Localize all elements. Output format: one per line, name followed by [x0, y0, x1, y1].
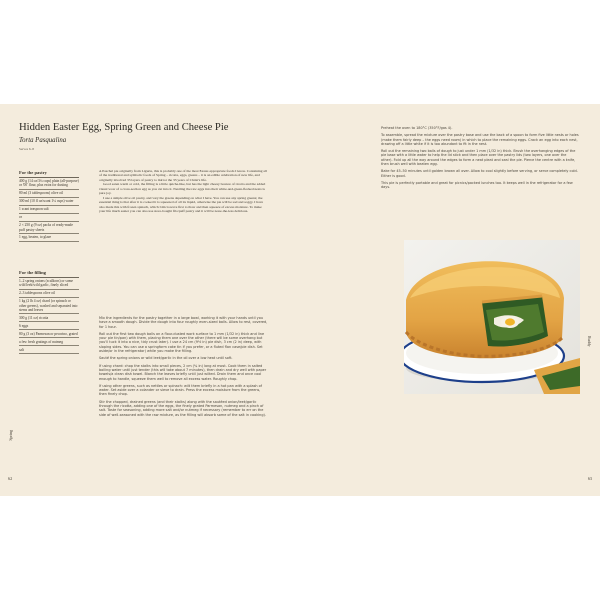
right-page	[300, 104, 600, 496]
ingredient-row: 6 eggs	[19, 322, 79, 330]
left-page	[0, 104, 300, 496]
serves-label: Serves 6–8	[19, 147, 34, 151]
method-step: Roll out the remaining two balls of dough to just under 1 mm (1/32 in) thick. Brush the overhanging edges of the pie base with a little water to help the lid stick and then place over the pastry lids (two layers, one over the other). Fold up all the way around the edges to form a neat pleat and seal the pie. Pierce the centre with a knife, then brush well with beaten egg.	[381, 149, 576, 167]
ingredient-row: a few fresh gratings of nutmeg	[19, 338, 79, 346]
method-step: Bake for 45–50 minutes until golden brown all over. Allow to cool slightly before serving, or serve completely cold. Either is good.	[381, 169, 578, 178]
method-right	[381, 126, 579, 193]
ingredient-row: 300 g (11 oz) ricotta	[19, 314, 79, 322]
pastry-heading: For the pastry	[19, 170, 79, 178]
intro-paragraph: A Paschal pie originally from Liguria, this is probably one of the most Easter-appropriate foods I know. Containing all of the traditional and symbolic foods of Spring – ricotta, eggs, greens – it is an edible celebration of new life, and originally involved 33 layers of pastry to mirror the 33 years of Christ's life.	[99, 169, 267, 182]
method-step: Roll out the first two dough balls on a flour-dusted work surface to 1 mm (1/32 in) thick and line your pie tin/pan) with them, placing them one over the other (there will be some overhang but you'll tuck it into a nice, tidy crust later). I use a 24 cm (9½ in) pie dish, 3 cm (2 in) deep, with sloping sides. You can use a springform cake tin if you prefer, or a fluted flan case/pie dish. Set aside/or in the refrigerator) while you make the filling.	[99, 331, 265, 354]
method-step: If using other greens, such as nettles or spinach: wilt them briefly in a hot pan with a splash of water. Set aside over a colander or sieve to drain. Press the excess moisture from the greens, then finely chop.	[99, 383, 262, 397]
page-number-right: 63	[587, 476, 592, 481]
method-step: This pie is perfectly portable and great for picnics/packed lunches too. It keeps well in the refrigerator for a few days.	[381, 180, 573, 190]
intro-paragraph: I use a simple olive oil pastry, and vary the greens depending on what I have. You can use any spring greens; the essential thing is that after it is cooked it is squeezed of all its liquid, otherwise the pie will be sad and soggy. I have also made this with frozen spinach, which I microwave first to thaw and then squeeze of excess moisture. To make your life much easier you can also use store-bought filo/puff pastry and it will be none-the-less delicious.	[99, 195, 264, 214]
method-left	[99, 316, 269, 420]
ingredient-row: 1–2 spring onions (scallions) or some wild leek/wild garlic, finely sliced	[19, 278, 79, 290]
ingredient-row: 2–3 tablespoons olive oil	[19, 290, 79, 298]
method-step: Preheat the oven to 180°C (350°F/gas 4).	[381, 126, 453, 130]
method-step: Stir the chopped, drained greens (and their stalks) along with the sautéed onion/leek/garlic through the ricotta, adding one of the eggs, the finely grated Parmesan, nutmeg and a pinch of salt. Taste for seasoning, adding more salt and/or nutmeg if necessary (remember to err on the side of well-seasoned with the raw mixture, as the filling will absorb some of the salt in cooking).	[99, 399, 266, 417]
filling-heading: For the filling	[19, 270, 79, 278]
recipe-title: Hidden Easter Egg, Spring Green and Cheese Pie	[19, 122, 229, 133]
intro-paragraph: Good eaten warm or cold, the filling is a little quiche-like, but has the light cheesy bounce of ricotta and the added visual wow of a cross-section egg as you cut into it. Nestling the raw eggs into their white-and-green-flecked nests is pure joy.	[99, 182, 266, 196]
ingredient-row: 1 egg, beaten, to glaze	[19, 234, 79, 242]
ingredient-row: 300 ml (10 fl oz/scant 1¼ cups) water	[19, 198, 79, 206]
method-step: Mix the ingredients for the pastry together in a large bowl, working it with your hands until you have a smooth dough. Divide the dough into four roughly even-sized balls. Allow to rest, covered, for 1 hour.	[99, 316, 268, 329]
ingredient-row: 80 ml (3 tablespoons) olive oil	[19, 190, 79, 198]
ingredient-row: salt	[19, 346, 79, 354]
ingredient-row: or	[19, 214, 79, 222]
page-number-left: 62	[8, 476, 13, 481]
pie-illustration	[404, 240, 580, 394]
ingredient-row: 1 kg (2 lb 4 oz) chard (or spinach or other greens), washed and separated into stems and leaves	[19, 298, 79, 315]
ingredient-row: 80 g (3 oz) Parmesan or pecorino, grated	[19, 330, 79, 338]
running-head-left: Spring	[8, 430, 13, 441]
ingredient-row: 1 scant teaspoon salt	[19, 206, 79, 214]
method-step: Sauté the spring onions or wild leek/garlic in the oil over a low heat until soft.	[99, 356, 233, 361]
method-step: If using chard: chop the stalks into small pieces, 2 cm (¾ in) long at most. Cook them in salted boiling water until just tender (this will take about 7 minutes), then drain and dry well with paper towels/a clean dish towel. Blanch the leaves briefly until just wilted. Drain them and once cool enough to handle, squeeze them well to remove all excess water. Roughly chop.	[99, 363, 267, 381]
recipe-subtitle: Torta Pasqualina	[19, 137, 67, 144]
pie-slice-photo	[404, 240, 580, 394]
running-head-right: Ruddy	[587, 336, 592, 347]
filling-ingredients	[19, 270, 79, 354]
method-step: To assemble, spread the mixture over the pastry base and use the back of a spoon to form five little nests or holes (make them fairly deep – the eggs need room) in which to place the remaining eggs. Crack an egg into each nest, drawing off a little white if it is too abundant to fit in the nest.	[381, 133, 579, 146]
recipe-introduction	[99, 169, 269, 214]
ingredient-row: 2 × 250 g (9 oz) packs of ready-made puff pastry sheets	[19, 222, 79, 234]
book-spread	[0, 104, 600, 496]
pastry-ingredients	[19, 170, 79, 242]
ingredient-row: 400 g (14 oz/3¼ cups) plain (all-purpose) or '00' flour, plus extra for dusting	[19, 178, 79, 190]
